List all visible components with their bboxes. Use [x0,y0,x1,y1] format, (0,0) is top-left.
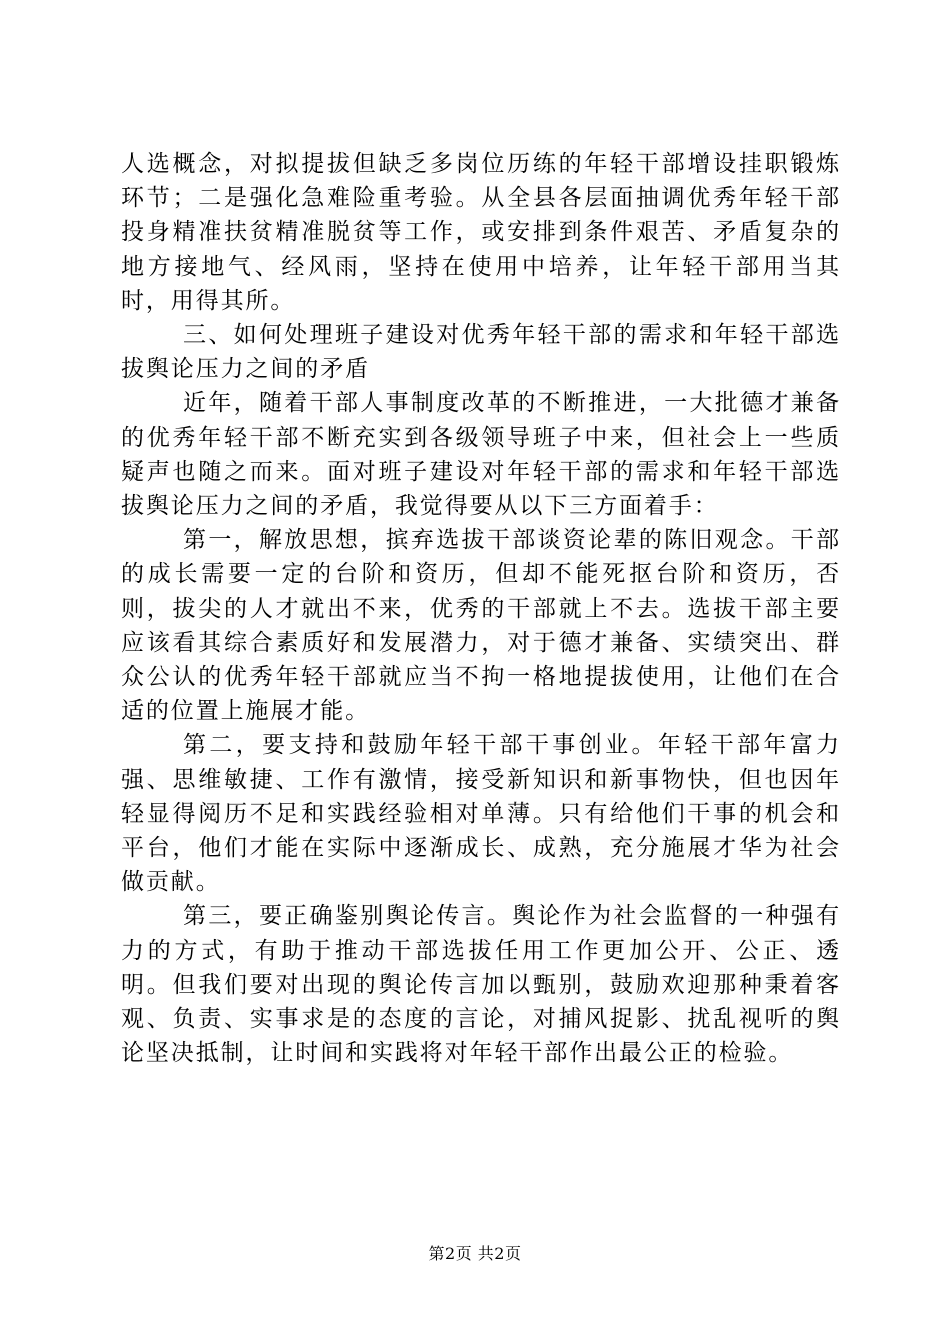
document-body [121,147,841,1070]
paragraph-continuation: 人选概念，对拟提拔但缺乏多岗位历练的年轻干部增设挂职锻炼环节；二是强化急难险重考验。从全县各层面抽调优秀年轻干部投身精准扶贫精准脱贫等工作，或安排到条件艰苦、矛盾复杂的地方接地气、经风雨，坚持在使用中培养，让年轻干部用当其时，用得其所。 [121,151,841,314]
paragraph-intro: 近年，随着干部人事制度改革的不断推进，一大批德才兼备的优秀年轻干部不断充实到各级领导班子中来，但社会上一些质疑声也随之而来。面对班子建设对年轻干部的需求和年轻干部选拔舆论压力之间的矛盾，我觉得要从以下三方面着手： [121,390,841,520]
page-number-footer: 第2页 共2页 [428,1244,522,1263]
paragraph-point-three: 第三，要正确鉴别舆论传言。舆论作为社会监督的一种强有力的方式，有助于推动干部选拔任用工作更加公开、公正、透明。但我们要对出现的舆论传言加以甄别，鼓励欢迎那种秉着客观、负责、实事求是的态度的言论，对捕风捉影、扰乱视听的舆论坚决抵制，让时间和实践将对年轻干部作出最公正的检验。 [121,903,841,1067]
section-heading: 三、如何处理班子建设对优秀年轻干部的需求和年轻干部选拔舆论压力之间的矛盾 [121,322,841,383]
paragraph-point-two: 第二，要支持和鼓励年轻干部干事创业。年轻干部年富力强、思维敏捷、工作有激情，接受新知识和新事物快，但也因年轻显得阅历不足和实践经验相对单薄。只有给他们干事的机会和平台，他们才能在实际中逐渐成长、成熟，充分施展才华为社会做贡献。 [121,732,841,896]
paragraph-point-one: 第一，解放思想，摈弃选拔干部谈资论辈的陈旧观念。干部的成长需要一定的台阶和资历，但却不能死抠台阶和资历，否则，拔尖的人才就出不来，优秀的干部就上不去。选拔干部主要应该看其综合素质好和发展潜力，对于德才兼备、实绩突出、群众公认的优秀年轻干部就应当不拘一格地提拔使用，让他们在合适的位置上施展才能。 [121,527,841,725]
